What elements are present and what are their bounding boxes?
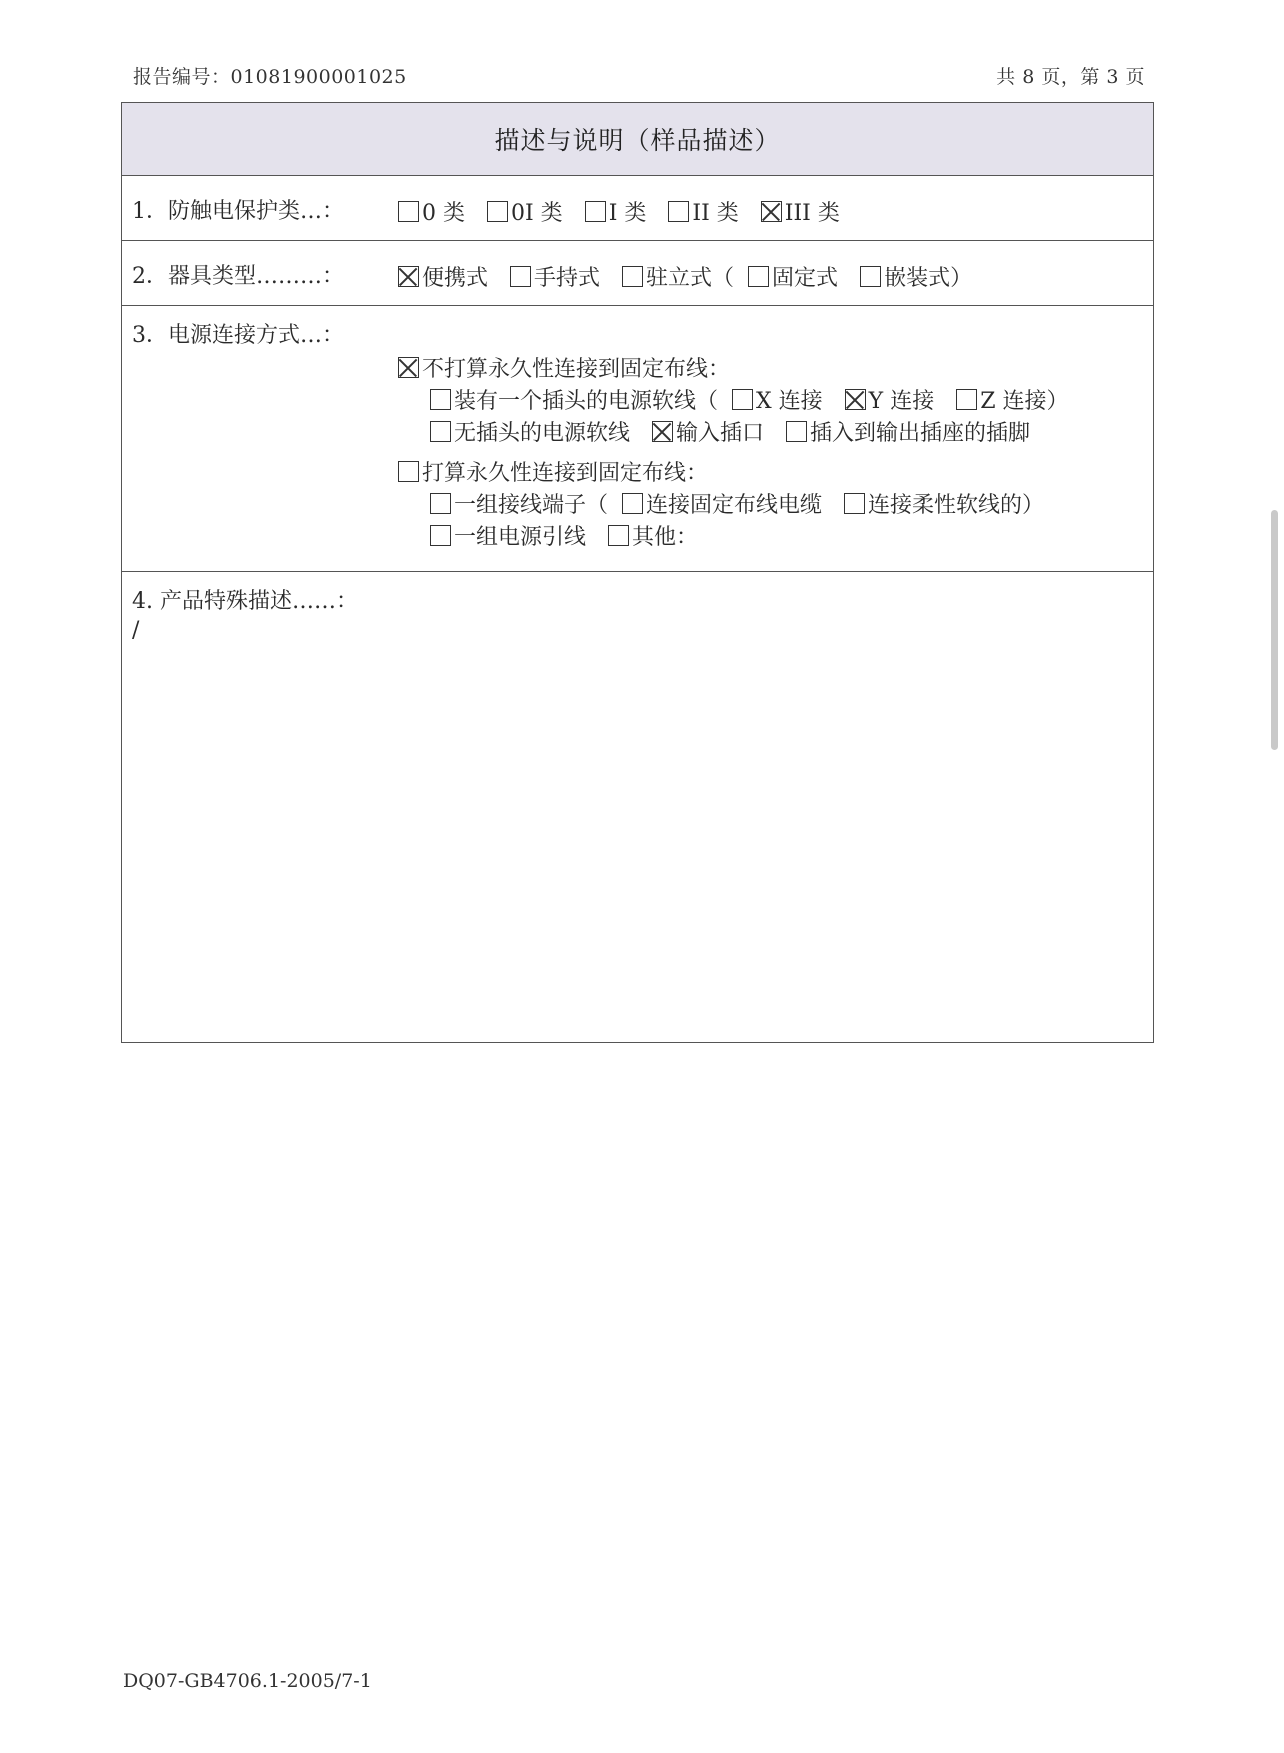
non-permanent-option[interactable]: 不打算永久性连接到固定布线： [398,352,730,383]
flexible-cord-option[interactable]: 连接柔性软线的） [844,488,1044,519]
table-title: 描述与说明（样品描述） [122,103,1153,176]
portable-option[interactable]: 便携式 [398,261,488,292]
checkbox-empty[interactable] [487,201,508,222]
checkbox-empty[interactable] [430,389,451,410]
checkbox-empty[interactable] [786,421,807,442]
power-connection-row [122,306,1153,572]
scrollbar-thumb[interactable] [1271,510,1278,750]
checkbox-empty[interactable] [430,525,451,546]
plug-cord-option[interactable]: 装有一个插头的电源软线（ [430,384,718,415]
report-number: 报告编号：01081900001025 [133,66,407,88]
fixed-cable-option[interactable]: 连接固定布线电缆 [622,488,822,519]
terminal-set-option[interactable]: 一组接线端子（ [430,488,608,519]
checkbox-empty[interactable] [430,421,451,442]
supply-leads-option[interactable]: 一组电源引线 [430,520,586,551]
page-indicator: 共 8 页，第 3 页 [996,66,1145,88]
checkbox-empty[interactable] [398,201,419,222]
checkbox-empty[interactable] [622,493,643,514]
class-i-option[interactable]: I 类 [585,196,647,227]
sample-description-table [121,102,1154,1043]
class-iii-option[interactable]: III 类 [761,196,840,227]
checkbox-empty[interactable] [622,266,643,287]
permanent-option[interactable]: 打算永久性连接到固定布线： [398,456,708,487]
checkbox-empty[interactable] [430,493,451,514]
built-in-option[interactable]: 嵌装式） [860,261,972,292]
checkbox-empty[interactable] [860,266,881,287]
class-0i-option[interactable]: 0I 类 [487,196,563,227]
class-0-option[interactable]: 0 类 [398,196,465,227]
x-attachment-option[interactable]: X 连接 [732,384,823,415]
checkbox-checked[interactable] [845,389,866,410]
checkbox-empty[interactable] [748,266,769,287]
special-description-label: 4. 产品特殊描述……： [132,589,358,614]
y-attachment-option[interactable]: Y 连接 [845,384,935,415]
checkbox-empty[interactable] [608,525,629,546]
z-attachment-option[interactable]: Z 连接） [956,384,1068,415]
checkbox-empty[interactable] [510,266,531,287]
fixed-option[interactable]: 固定式 [748,261,838,292]
document-code: DQ07-GB4706.1-2005/7-1 [123,1670,372,1692]
checkbox-empty[interactable] [844,493,865,514]
handheld-option[interactable]: 手持式 [510,261,600,292]
plug-pins-option[interactable]: 插入到输出插座的插脚 [786,416,1030,447]
checkbox-checked[interactable] [398,266,419,287]
checkbox-empty[interactable] [398,461,419,482]
checkbox-empty[interactable] [732,389,753,410]
special-description-value: / [132,618,140,643]
special-description-row [122,572,1153,1042]
checkbox-empty[interactable] [668,201,689,222]
protection-class-label: 1．防触电保护类…： [132,199,344,224]
checkbox-empty[interactable] [585,201,606,222]
appliance-type-row [122,241,1153,306]
no-plug-cord-option[interactable]: 无插头的电源软线 [430,416,630,447]
other-option[interactable]: 其他： [608,520,698,551]
checkbox-checked[interactable] [652,421,673,442]
class-ii-option[interactable]: II 类 [668,196,738,227]
checkbox-checked[interactable] [761,201,782,222]
protection-class-row [122,176,1153,241]
checkbox-checked[interactable] [398,357,419,378]
appliance-type-label: 2．器具类型………： [132,264,344,289]
appliance-inlet-option[interactable]: 输入插口 [652,416,764,447]
stationary-option[interactable]: 驻立式（ [622,261,734,292]
power-connection-label: 3．电源连接方式…： [132,323,344,348]
checkbox-empty[interactable] [956,389,977,410]
